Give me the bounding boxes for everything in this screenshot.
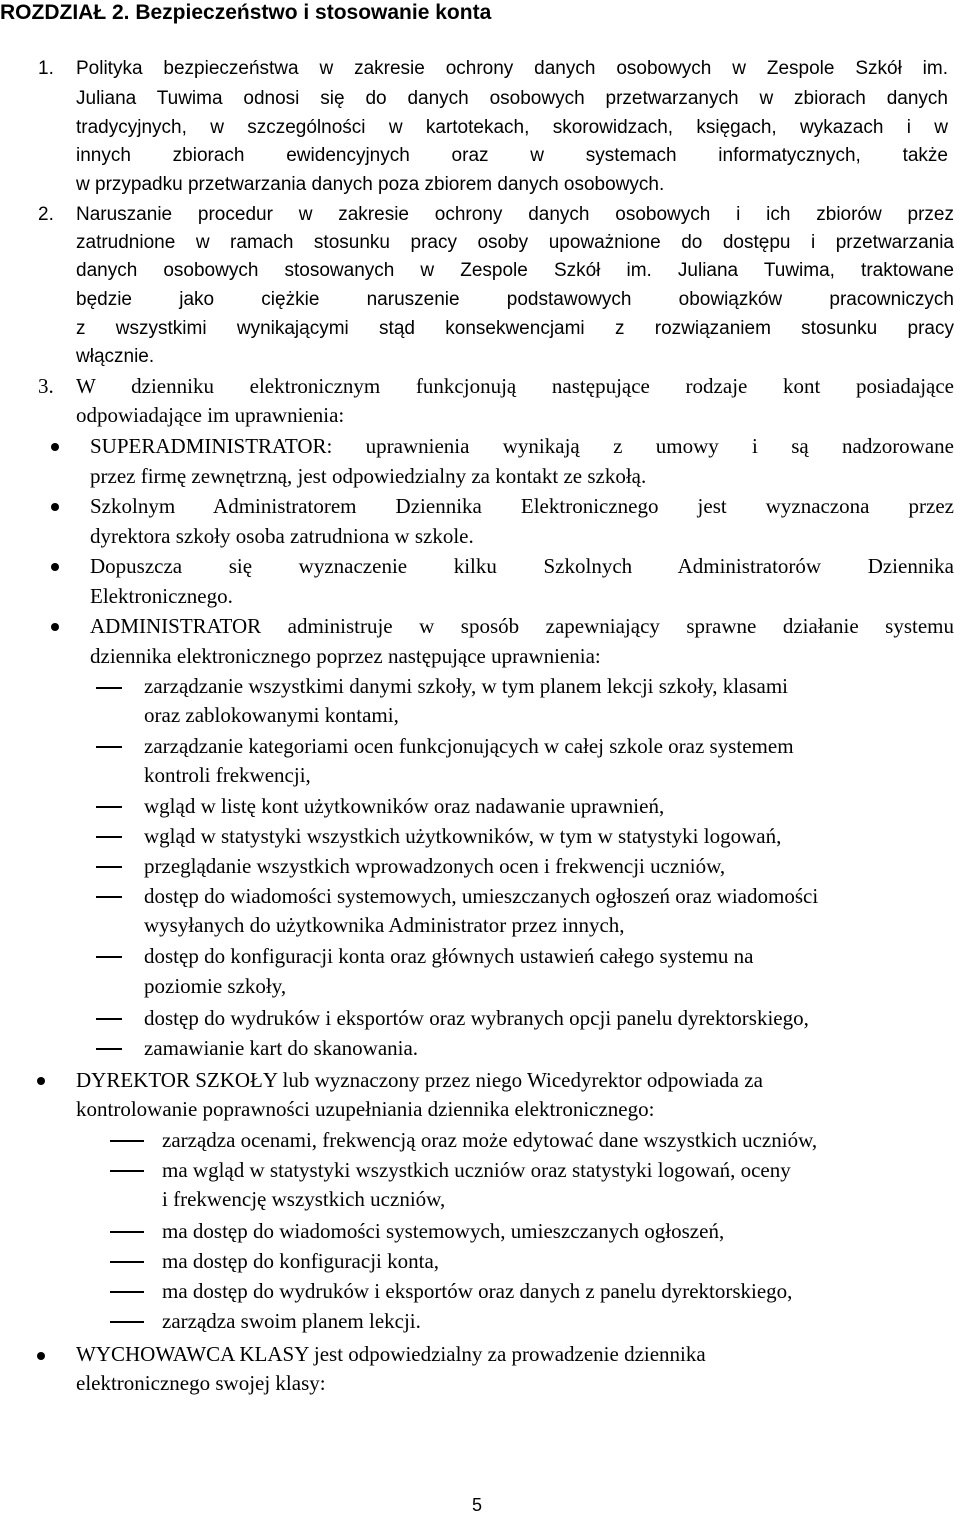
section-2-line-4: będzie jako ciężkie naruszenie podstawowych obowiązków pracowniczych — [76, 289, 954, 310]
bullet-dot — [51, 503, 59, 511]
administrator-line-1: ADMINISTRATOR administruje w sposób zapewniający sprawne działanie systemu — [90, 614, 954, 638]
section-2-line-2: zatrudnione w ramach stosunku pracy osoby upoważnione do dostępu i przetwarzania — [76, 232, 954, 253]
dash-marker — [96, 746, 122, 748]
section-3-line-2: odpowiadające im uprawnienia: — [76, 403, 345, 427]
admin-item-7-line-2: poziomie szkoły, — [144, 974, 287, 998]
admin-item-1-line-1: zarządzanie wszystkimi danymi szkoły, w tym planem lekcji szkoły, klasami — [144, 674, 789, 698]
section-1-line-4: innych zbiorach ewidencyjnych oraz w systemach informatycznych, także — [76, 145, 948, 166]
admin-item-5: przeglądanie wszystkich wprowadzonych ocen i frekwencji uczniów, — [144, 854, 726, 878]
section-1-line-5: w przypadku przetwarzania danych poza zbiorem danych osobowych. — [76, 174, 665, 195]
dash-marker — [96, 896, 122, 898]
section-2-line-6: włącznie. — [76, 346, 155, 367]
admin-item-4: wgląd w statystyki wszystkich użytkowników, w tym w statystyki logowań, — [144, 824, 782, 848]
teacher-line-2: elektronicznego swojej klasy: — [76, 1371, 326, 1395]
director-item-2-line-2: i frekwencję wszystkich uczniów, — [162, 1187, 446, 1211]
admin-item-3: wgląd w listę kont użytkowników oraz nadawanie uprawnień, — [144, 794, 665, 818]
director-item-5: ma dostęp do wydruków i eksportów oraz danych z panelu dyrektorskiego, — [162, 1279, 793, 1303]
bullet-dot — [51, 443, 59, 451]
school-admin-line-1: Szkolnym Administratorem Dziennika Elektronicznego jest wyznaczona przez — [90, 494, 954, 518]
director-line-2: kontrolowanie poprawności uzupełniania dziennika elektronicznego: — [76, 1097, 655, 1121]
dash-marker — [110, 1261, 144, 1263]
superadmin-line-1: SUPERADMINISTRATOR: uprawnienia wynikają z umowy i są nadzorowane — [90, 434, 954, 458]
admin-item-6-line-2: wysyłanych do użytkownika Administrator przez innych, — [144, 913, 625, 937]
teacher-line-1: WYCHOWAWCA KLASY jest odpowiedzialny za prowadzenie dziennika — [76, 1342, 706, 1366]
dash-marker — [96, 956, 122, 958]
section-3-line-1: W dzienniku elektronicznym funkcjonują następujące rodzaje kont posiadające — [76, 374, 954, 398]
director-item-2-line-1: ma wgląd w statystyki wszystkich uczniów oraz statystyki logowań, oceny — [162, 1158, 791, 1182]
multiple-admins-line-2: Elektronicznego. — [90, 584, 233, 608]
section-number-2: 2. — [38, 204, 54, 225]
admin-item-2-line-2: kontroli frekwencji, — [144, 763, 311, 787]
dash-marker — [96, 836, 122, 838]
section-1-line-1: Polityka bezpieczeństwa w zakresie ochrony danych osobowych w Zespole Szkół im. — [76, 58, 948, 79]
dash-marker — [110, 1291, 144, 1293]
superadmin-line-2: przez firmę zewnętrzną, jest odpowiedzialny za kontakt ze szkołą. — [90, 464, 647, 488]
dash-marker — [96, 1048, 122, 1050]
dash-marker — [110, 1170, 144, 1172]
admin-item-1-line-2: oraz zablokowanymi kontami, — [144, 703, 399, 727]
admin-item-9: zamawianie kart do skanowania. — [144, 1036, 419, 1060]
administrator-line-2: dziennika elektronicznego poprzez następujące uprawnienia: — [90, 644, 601, 668]
section-2-line-3: danych osobowych stosowanych w Zespole Szkół im. Juliana Tuwima, traktowane — [76, 260, 954, 281]
dash-marker — [110, 1321, 144, 1323]
director-item-4: ma dostęp do konfiguracji konta, — [162, 1249, 440, 1273]
page-number: 5 — [472, 1495, 483, 1515]
dash-marker — [96, 1018, 122, 1020]
school-admin-line-2: dyrektora szkoły osoba zatrudniona w szkole. — [90, 524, 474, 548]
director-item-6: zarządza swoim planem lekcji. — [162, 1309, 421, 1333]
section-1-line-3: tradycyjnych, w szczególności w kartotekach, skorowidzach, księgach, wykazach i w — [76, 117, 948, 138]
chapter-heading: ROZDZIAŁ 2. Bezpieczeństwo i stosowanie konta — [0, 1, 492, 24]
director-line-1: DYREKTOR SZKOŁY lub wyznaczony przez niego Wicedyrektor odpowiada za — [76, 1068, 763, 1092]
section-2-line-1: Naruszanie procedur w zakresie ochrony danych osobowych i ich zbiorów przez — [76, 204, 954, 225]
bullet-dot — [51, 623, 59, 631]
section-2-line-5: z wszystkimi wynikającymi stąd konsekwencjami z rozwiązaniem stosunku pracy — [76, 318, 954, 339]
dash-marker — [96, 687, 122, 689]
bullet-dot — [51, 563, 59, 571]
dash-marker — [110, 1140, 144, 1142]
admin-item-6-line-1: dostęp do wiadomości systemowych, umieszczanych ogłoszeń oraz wiadomości — [144, 884, 819, 908]
admin-item-2-line-1: zarządzanie kategoriami ocen funkcjonujących w całej szkole oraz systemem — [144, 734, 794, 758]
admin-item-8: dostęp do wydruków i eksportów oraz wybranych opcji panelu dyrektorskiego, — [144, 1006, 809, 1030]
multiple-admins-line-1: Dopuszcza się wyznaczenie kilku Szkolnych Administratorów Dziennika — [90, 554, 954, 578]
bullet-dot — [37, 1077, 45, 1085]
section-number-3: 3. — [38, 374, 54, 398]
section-1-line-2: Juliana Tuwima odnosi się do danych osobowych przetwarzanych w zbiorach danych — [76, 88, 948, 109]
dash-marker — [96, 866, 122, 868]
dash-marker — [96, 806, 122, 808]
admin-item-7-line-1: dostęp do konfiguracji konta oraz głównych ustawień całego systemu na — [144, 944, 754, 968]
dash-marker — [110, 1231, 144, 1233]
director-item-1: zarządza ocenami, frekwencją oraz może edytować dane wszystkich uczniów, — [162, 1128, 818, 1152]
section-number-1: 1. — [38, 58, 54, 79]
bullet-dot — [37, 1352, 45, 1360]
director-item-3: ma dostęp do wiadomości systemowych, umieszczanych ogłoszeń, — [162, 1219, 725, 1243]
